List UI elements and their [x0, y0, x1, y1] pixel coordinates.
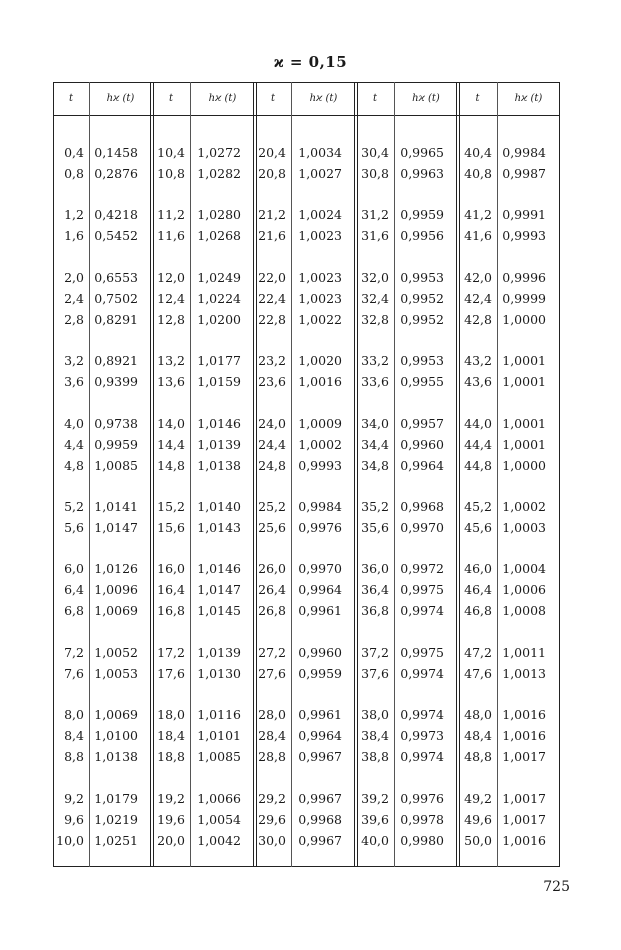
cell-h: 0,9974	[400, 749, 444, 765]
cell-h: 1,0069	[94, 603, 138, 619]
cell-h: 1,0001	[502, 436, 546, 452]
cell-h: 1,0138	[94, 749, 138, 765]
cell-h: 0,9987	[502, 166, 546, 181]
cell-t: 16,0	[157, 561, 185, 577]
cell-h: 0,8921	[94, 353, 138, 369]
cell-h: 1,0053	[94, 665, 138, 681]
cell-t: 18,0	[157, 707, 185, 723]
cell-h: 0,9972	[400, 561, 444, 577]
cell-h: 1,0101	[197, 728, 241, 744]
cell-h: 1,0268	[197, 228, 241, 244]
cell-h: 1,0130	[197, 665, 241, 681]
cell-t: 48,4	[464, 728, 492, 744]
cell-t: 18,4	[157, 728, 185, 744]
cell-h: 0,9975	[400, 582, 444, 598]
cell-h: 0,4218	[94, 207, 138, 223]
header-t: t	[68, 93, 74, 104]
cell-t: 24,0	[258, 415, 286, 431]
cell-h: 1,0003	[502, 520, 546, 535]
cell-t: 18,8	[157, 749, 185, 765]
cell-t: 23,6	[258, 374, 286, 390]
header-h: hϰ (t)	[208, 93, 237, 104]
cell-h: 0,9964	[298, 728, 342, 744]
table-title: ϰ = 0,15	[273, 53, 348, 71]
data-table	[53, 82, 560, 867]
cell-t: 7,6	[64, 665, 84, 681]
cell-t: 16,4	[157, 582, 185, 598]
cell-h: 0,9993	[502, 228, 546, 244]
cell-h: 0,9960	[400, 436, 444, 452]
cell-h: 1,0280	[197, 207, 241, 223]
cell-h: 1,0140	[197, 499, 241, 514]
cell-h: 1,0000	[502, 457, 546, 473]
cell-t: 0,8	[64, 166, 84, 181]
cell-t: 33,2	[361, 353, 389, 369]
cell-h: 1,0200	[197, 311, 241, 327]
cell-h: 1,0146	[197, 415, 241, 431]
cell-t: 35,2	[361, 499, 389, 514]
cell-h: 1,0016	[298, 374, 342, 390]
table-bottom-rule	[53, 866, 560, 867]
cell-t: 1,6	[64, 228, 84, 244]
cell-h: 1,0066	[197, 790, 241, 806]
cell-h: 1,0177	[197, 353, 241, 369]
cell-h: 0,9973	[400, 728, 444, 744]
cell-h: 0,9996	[502, 269, 546, 285]
cell-h: 1,0282	[197, 166, 241, 181]
cell-h: 1,0016	[502, 832, 546, 848]
cell-t: 36,0	[361, 561, 389, 577]
cell-t: 22,8	[258, 311, 286, 327]
cell-t: 9,2	[64, 790, 84, 806]
cell-t: 22,0	[258, 269, 286, 285]
header-h: hϰ (t)	[309, 93, 338, 104]
cell-t: 31,2	[361, 207, 389, 223]
cell-t: 48,8	[464, 749, 492, 765]
cell-h: 0,9953	[400, 353, 444, 369]
cell-h: 0,9952	[400, 311, 444, 327]
cell-t: 8,0	[64, 707, 84, 723]
cell-h: 0,9993	[298, 457, 342, 473]
cell-h: 0,8291	[94, 311, 138, 327]
header-t: t	[475, 93, 480, 104]
cell-t: 46,8	[464, 603, 492, 619]
cell-t: 17,6	[157, 665, 185, 681]
cell-h: 0,9970	[298, 561, 342, 577]
cell-t: 5,6	[64, 520, 84, 535]
cell-t: 6,4	[64, 582, 84, 598]
cell-h: 0,9967	[298, 832, 342, 848]
cell-h: 0,7502	[94, 290, 138, 306]
cell-t: 0,4	[64, 145, 84, 160]
cell-h: 0,9975	[400, 644, 444, 660]
cell-h: 0,9984	[298, 499, 342, 514]
cell-t: 25,2	[258, 499, 286, 514]
cell-t: 26,4	[258, 582, 286, 598]
cell-t: 40,0	[361, 832, 389, 848]
header-t: t	[168, 93, 174, 104]
cell-h: 1,0013	[502, 665, 546, 681]
cell-t: 21,6	[258, 228, 286, 244]
cell-h: 1,0096	[94, 582, 138, 598]
cell-h: 0,9991	[502, 207, 546, 223]
cell-t: 5,2	[64, 499, 84, 514]
cell-t: 35,6	[361, 520, 389, 535]
cell-h: 0,9970	[400, 520, 444, 535]
cell-h: 1,0001	[502, 415, 546, 431]
cell-h: 0,2876	[94, 166, 138, 181]
cell-t: 22,4	[258, 290, 286, 306]
cell-t: 30,0	[258, 832, 286, 848]
cell-t: 38,4	[361, 728, 389, 744]
cell-h: 1,0249	[197, 269, 241, 285]
cell-t: 24,8	[258, 457, 286, 473]
cell-t: 36,4	[361, 582, 389, 598]
cell-t: 42,8	[464, 311, 492, 327]
cell-h: 1,0251	[94, 832, 138, 848]
cell-t: 17,2	[157, 644, 185, 660]
cell-h: 1,0145	[197, 603, 241, 619]
cell-h: 0,1458	[94, 145, 138, 160]
cell-t: 38,0	[361, 707, 389, 723]
cell-t: 25,6	[258, 520, 286, 535]
cell-h: 1,0024	[298, 207, 342, 223]
cell-h: 1,0017	[502, 790, 546, 806]
table-right-rule	[559, 82, 560, 867]
cell-h: 0,9968	[400, 499, 444, 514]
cell-t: 28,8	[258, 749, 286, 765]
cell-t: 33,6	[361, 374, 389, 390]
cell-h: 0,9984	[502, 145, 546, 160]
cell-t: 32,8	[361, 311, 389, 327]
cell-h: 1,0023	[298, 290, 342, 306]
cell-h: 1,0016	[502, 707, 546, 723]
cell-h: 1,0147	[197, 582, 241, 598]
cell-h: 1,0054	[197, 811, 241, 827]
cell-t: 3,6	[64, 374, 84, 390]
cell-t: 10,0	[56, 832, 84, 848]
cell-h: 1,0002	[298, 436, 342, 452]
cell-t: 10,8	[157, 166, 185, 181]
cell-t: 34,0	[361, 415, 389, 431]
cell-h: 0,9961	[298, 707, 342, 723]
cell-t: 49,6	[464, 811, 492, 827]
header-rule	[53, 115, 560, 116]
header-h: hϰ (t)	[514, 93, 543, 104]
cell-t: 21,2	[258, 207, 286, 223]
cell-t: 12,8	[157, 311, 185, 327]
cell-h: 0,9976	[298, 520, 342, 535]
cell-h: 0,9980	[400, 832, 444, 848]
cell-t: 45,2	[464, 499, 492, 514]
cell-t: 44,0	[464, 415, 492, 431]
cell-h: 1,0004	[502, 561, 546, 577]
cell-t: 23,2	[258, 353, 286, 369]
cell-h: 0,9399	[94, 374, 138, 390]
cell-t: 30,8	[361, 166, 389, 181]
cell-t: 29,2	[258, 790, 286, 806]
cell-t: 8,8	[64, 749, 84, 765]
cell-h: 1,0100	[94, 728, 138, 744]
cell-h: 0,9974	[400, 665, 444, 681]
cell-t: 12,4	[157, 290, 185, 306]
cell-t: 11,2	[157, 207, 185, 223]
header-h: hϰ (t)	[412, 93, 440, 104]
cell-t: 27,6	[258, 665, 286, 681]
cell-h: 1,0017	[502, 749, 546, 765]
cell-h: 1,0085	[197, 749, 241, 765]
group-divider	[150, 82, 151, 867]
cell-h: 0,9968	[298, 811, 342, 827]
group-divider	[253, 82, 254, 867]
cell-t: 41,2	[464, 207, 492, 223]
cell-t: 7,2	[64, 644, 84, 660]
cell-h: 1,0034	[298, 145, 342, 160]
cell-h: 1,0016	[502, 728, 546, 744]
cell-h: 1,0126	[94, 561, 138, 577]
cell-h: 0,9959	[94, 436, 138, 452]
cell-t: 36,8	[361, 603, 389, 619]
cell-h: 1,0147	[94, 520, 138, 535]
cell-h: 0,9974	[400, 603, 444, 619]
cell-h: 0,9978	[400, 811, 444, 827]
cell-t: 14,8	[157, 457, 185, 473]
cell-t: 49,2	[464, 790, 492, 806]
cell-h: 1,0017	[502, 811, 546, 827]
cell-t: 42,0	[464, 269, 492, 285]
cell-h: 0,9999	[502, 290, 546, 306]
cell-t: 20,8	[258, 166, 286, 181]
cell-h: 0,9967	[298, 749, 342, 765]
cell-t: 3,2	[64, 353, 84, 369]
cell-t: 4,0	[64, 415, 84, 431]
cell-t: 31,6	[361, 228, 389, 244]
cell-h: 1,0116	[197, 707, 241, 723]
cell-t: 32,4	[361, 290, 389, 306]
cell-h: 1,0000	[502, 311, 546, 327]
cell-t: 20,4	[258, 145, 286, 160]
cell-h: 0,9955	[400, 374, 444, 390]
page-number: 725	[543, 879, 570, 895]
cell-t: 42,4	[464, 290, 492, 306]
cell-h: 0,9957	[400, 415, 444, 431]
cell-t: 2,8	[64, 311, 84, 327]
cell-h: 1,0009	[298, 415, 342, 431]
cell-t: 19,6	[157, 811, 185, 827]
cell-h: 0,9974	[400, 707, 444, 723]
cell-t: 40,8	[464, 166, 492, 181]
cell-h: 0,9960	[298, 644, 342, 660]
cell-h: 1,0002	[502, 499, 546, 514]
cell-h: 1,0138	[197, 457, 241, 473]
cell-h: 1,0139	[197, 644, 241, 660]
cell-h: 1,0023	[298, 228, 342, 244]
cell-h: 1,0052	[94, 644, 138, 660]
cell-t: 12,0	[157, 269, 185, 285]
cell-t: 37,6	[361, 665, 389, 681]
cell-t: 10,4	[157, 145, 185, 160]
cell-t: 16,8	[157, 603, 185, 619]
cell-t: 13,2	[157, 353, 185, 369]
cell-t: 43,6	[464, 374, 492, 390]
cell-h: 0,9967	[298, 790, 342, 806]
cell-h: 1,0020	[298, 353, 342, 369]
cell-t: 40,4	[464, 145, 492, 160]
cell-h: 1,0159	[197, 374, 241, 390]
cell-h: 0,6553	[94, 269, 138, 285]
cell-h: 0,9964	[400, 457, 444, 473]
cell-h: 0,9964	[298, 582, 342, 598]
cell-h: 0,9959	[298, 665, 342, 681]
cell-t: 9,6	[64, 811, 84, 827]
cell-h: 1,0011	[502, 644, 546, 660]
cell-h: 1,0085	[94, 457, 138, 473]
cell-t: 4,4	[64, 436, 84, 452]
header-h: hϰ (t)	[106, 93, 135, 104]
cell-t: 8,4	[64, 728, 84, 744]
cell-t: 50,0	[464, 832, 492, 848]
cell-t: 46,4	[464, 582, 492, 598]
cell-h: 1,0224	[197, 290, 241, 306]
cell-t: 26,0	[258, 561, 286, 577]
cell-t: 24,4	[258, 436, 286, 452]
cell-t: 1,2	[64, 207, 84, 223]
cell-h: 0,5452	[94, 228, 138, 244]
cell-h: 1,0069	[94, 707, 138, 723]
cell-h: 1,0146	[197, 561, 241, 577]
cell-h: 1,0139	[197, 436, 241, 452]
cell-h: 1,0001	[502, 353, 546, 369]
cell-t: 47,6	[464, 665, 492, 681]
cell-h: 1,0023	[298, 269, 342, 285]
cell-h: 0,9959	[400, 207, 444, 223]
header-t: t	[270, 93, 276, 104]
cell-t: 38,8	[361, 749, 389, 765]
cell-t: 37,2	[361, 644, 389, 660]
cell-h: 0,9963	[400, 166, 444, 181]
cell-h: 1,0006	[502, 582, 546, 598]
cell-t: 39,2	[361, 790, 389, 806]
cell-t: 27,2	[258, 644, 286, 660]
cell-h: 1,0179	[94, 790, 138, 806]
cell-h: 1,0141	[94, 499, 138, 514]
cell-t: 6,8	[64, 603, 84, 619]
cell-t: 28,0	[258, 707, 286, 723]
cell-t: 46,0	[464, 561, 492, 577]
cell-t: 14,4	[157, 436, 185, 452]
cell-h: 0,9965	[400, 145, 444, 160]
cell-h: 1,0001	[502, 374, 546, 390]
cell-t: 28,4	[258, 728, 286, 744]
cell-t: 41,6	[464, 228, 492, 244]
cell-h: 1,0272	[197, 145, 241, 160]
cell-t: 34,8	[361, 457, 389, 473]
cell-t: 47,2	[464, 644, 492, 660]
cell-t: 45,6	[464, 520, 492, 535]
cell-h: 0,9952	[400, 290, 444, 306]
cell-t: 15,2	[157, 499, 185, 514]
cell-h: 1,0219	[94, 811, 138, 827]
cell-t: 19,2	[157, 790, 185, 806]
cell-t: 14,0	[157, 415, 185, 431]
cell-h: 0,9956	[400, 228, 444, 244]
cell-h: 0,9961	[298, 603, 342, 619]
cell-t: 20,0	[157, 832, 185, 848]
cell-h: 0,9976	[400, 790, 444, 806]
cell-h: 1,0042	[197, 832, 241, 848]
cell-t: 15,6	[157, 520, 185, 535]
cell-t: 6,0	[64, 561, 84, 577]
cell-t: 48,0	[464, 707, 492, 723]
cell-t: 11,6	[157, 228, 185, 244]
group-divider	[456, 82, 457, 867]
cell-t: 2,4	[64, 290, 84, 306]
cell-t: 34,4	[361, 436, 389, 452]
cell-t: 4,8	[64, 457, 84, 473]
cell-h: 1,0143	[197, 520, 241, 535]
cell-t: 29,6	[258, 811, 286, 827]
cell-t: 30,4	[361, 145, 389, 160]
cell-h: 1,0022	[298, 311, 342, 327]
cell-t: 32,0	[361, 269, 389, 285]
cell-t: 44,8	[464, 457, 492, 473]
cell-t: 26,8	[258, 603, 286, 619]
cell-t: 43,2	[464, 353, 492, 369]
cell-t: 2,0	[64, 269, 84, 285]
cell-t: 44,4	[464, 436, 492, 452]
cell-h: 1,0027	[298, 166, 342, 181]
cell-h: 0,9953	[400, 269, 444, 285]
group-divider	[354, 82, 355, 867]
cell-t: 13,6	[157, 374, 185, 390]
header-t: t	[372, 93, 378, 104]
cell-h: 0,9738	[94, 415, 138, 431]
cell-h: 1,0008	[502, 603, 546, 619]
cell-t: 39,6	[361, 811, 389, 827]
